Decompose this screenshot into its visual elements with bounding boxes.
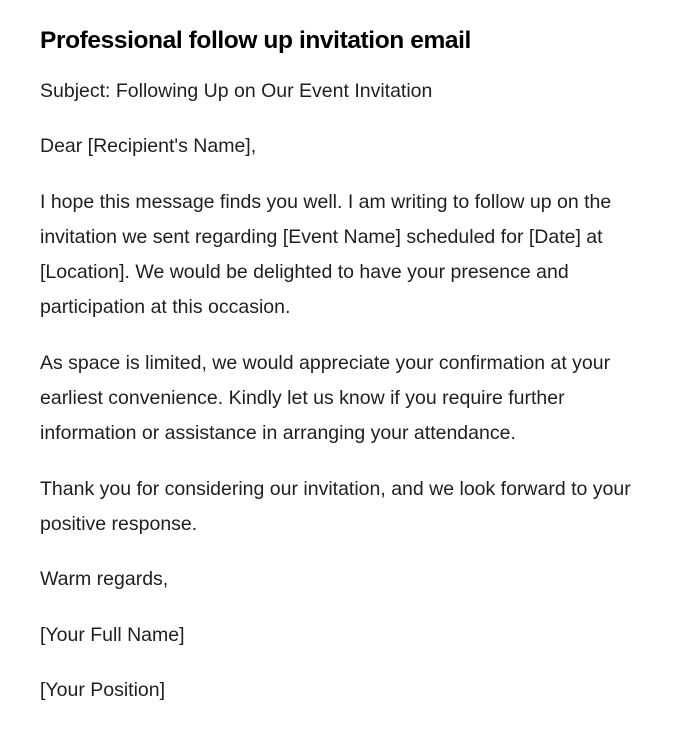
email-closing: Warm regards, — [40, 568, 169, 591]
signature-name: [Your Full Name] — [40, 623, 185, 646]
email-subject: Subject: Following Up on Our Event Invitation — [40, 80, 433, 102]
body-paragraph-intro: I hope this message finds you well. I am writing to follow up on the invitation we sent regarding [Event Name] scheduled for [Date] at [Location]. We would be delighted to have your presence and participation at this occasion. — [40, 190, 612, 319]
body-paragraph-thanks: Thank you for considering our invitation, and we look forward to your positive response. — [40, 477, 631, 535]
document-title: Professional follow up invitation email — [40, 27, 471, 54]
signature-position: [Your Position] — [40, 678, 166, 701]
body-paragraph-confirmation: As space is limited, we would appreciate your confirmation at your earliest convenience. Kindly let us know if you require further information or assistance in arranging your attendance. — [40, 351, 611, 445]
email-greeting: Dear [Recipient's Name], — [40, 135, 257, 158]
